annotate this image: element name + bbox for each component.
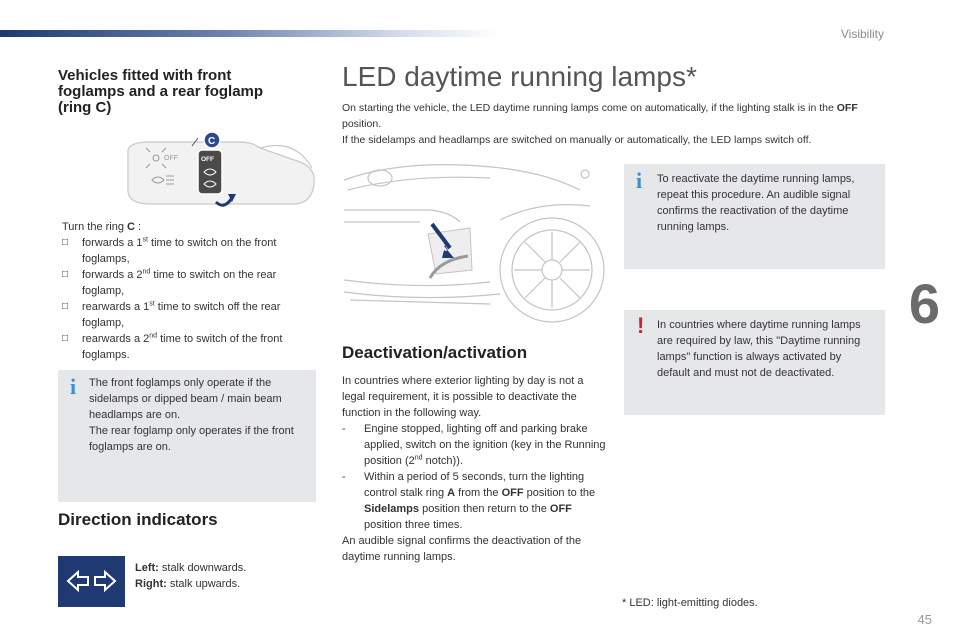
warning-icon: ! bbox=[637, 313, 645, 338]
header-gradient-bar bbox=[0, 30, 500, 37]
led-footnote: * LED: light-emitting diodes. bbox=[622, 597, 758, 609]
list-item: □ forwards a 2nd time to switch on the rear foglamp, bbox=[62, 267, 312, 299]
deactivation-heading: Deactivation/activation bbox=[342, 343, 528, 362]
list-item: □ forwards a 1st time to switch on the front foglamps, bbox=[62, 235, 312, 267]
direction-indicators-text: Left: stalk downwards. Right: stalk upwards. bbox=[135, 562, 247, 590]
deactivation-text: In countries where exterior lighting by day is not a legal requirement, it is possible to deactivate the function in the following way. - Engine stopped, lighting off and parking brake applied, switch on the ignition (key in the Running position (2nd notch)). - Within a period of 5 seconds, turn the lighting control stalk ring A from the OFF position to the Sidelamps position then return to the OFF position three times. An audible signal confirms the deactivation of the daytime running lamps. bbox=[342, 375, 606, 563]
led-heading: LED daytime running lamps* bbox=[342, 61, 697, 92]
legal-warning-box bbox=[624, 310, 885, 415]
right-arrow-icon bbox=[95, 572, 115, 590]
foglamp-info-text: The front foglamps only operate if the sidelamps or dipped beam / main beam headlamps are on. The rear foglamp only operates if the front foglamps are on. bbox=[89, 377, 294, 453]
info-icon: i bbox=[636, 168, 643, 193]
stalk-off-label: OFF bbox=[164, 155, 178, 162]
legal-warning-text: In countries where daytime running lamps are required by law, this "Daytime running lamps" function is always activated by default and must not de deactivated. bbox=[657, 319, 861, 379]
lighting-stalk-illustration bbox=[120, 128, 320, 213]
direction-indicators-illustration bbox=[58, 556, 125, 607]
left-arrow-icon bbox=[68, 572, 88, 590]
list-item: - Within a period of 5 seconds, turn the lighting control stalk ring A from the OFF position to the Sidelamps position then return to the OFF position three times. bbox=[342, 471, 596, 531]
ring-c-badge: C bbox=[208, 136, 216, 147]
section-title: Visibility bbox=[840, 27, 884, 41]
info-icon: i bbox=[70, 374, 77, 399]
car-front-led-illustration bbox=[340, 160, 610, 335]
list-item: □ rearwards a 2nd time to switch of the front foglamps. bbox=[62, 331, 312, 363]
foglamp-info-box bbox=[58, 370, 316, 502]
led-intro-text: On starting the vehicle, the LED daytime running lamps come on automatically, if the lighting stalk is in the OFF position. If the sidelamps and headlamps are switched on manually or automatically, the LED lamps switch off. bbox=[342, 102, 858, 146]
foglamp-steps-list bbox=[62, 235, 312, 363]
list-item: □ rearwards a 1st time to switch off the rear foglamp, bbox=[62, 299, 312, 331]
foglamp-instructions bbox=[62, 219, 312, 363]
direction-indicators-heading: Direction indicators bbox=[58, 510, 218, 529]
foglamps-heading: Vehicles fitted with front foglamps and a rear foglamp (ring C) bbox=[58, 67, 264, 116]
stalk-ring-off-label: OFF bbox=[201, 156, 214, 163]
list-item: - Engine stopped, lighting off and parking brake applied, switch on the ignition (key in the Running position (2nd notch)). bbox=[342, 423, 606, 467]
reactivate-info-text: To reactivate the daytime running lamps, repeat this procedure. An audible signal confirms the reactivation of the daytime running lamps. bbox=[657, 173, 855, 233]
chapter-number: 6 bbox=[908, 272, 940, 335]
foglamp-intro: Turn the ring C : bbox=[62, 221, 142, 233]
reactivate-info-box bbox=[624, 164, 885, 269]
page-number: 45 bbox=[917, 612, 932, 627]
